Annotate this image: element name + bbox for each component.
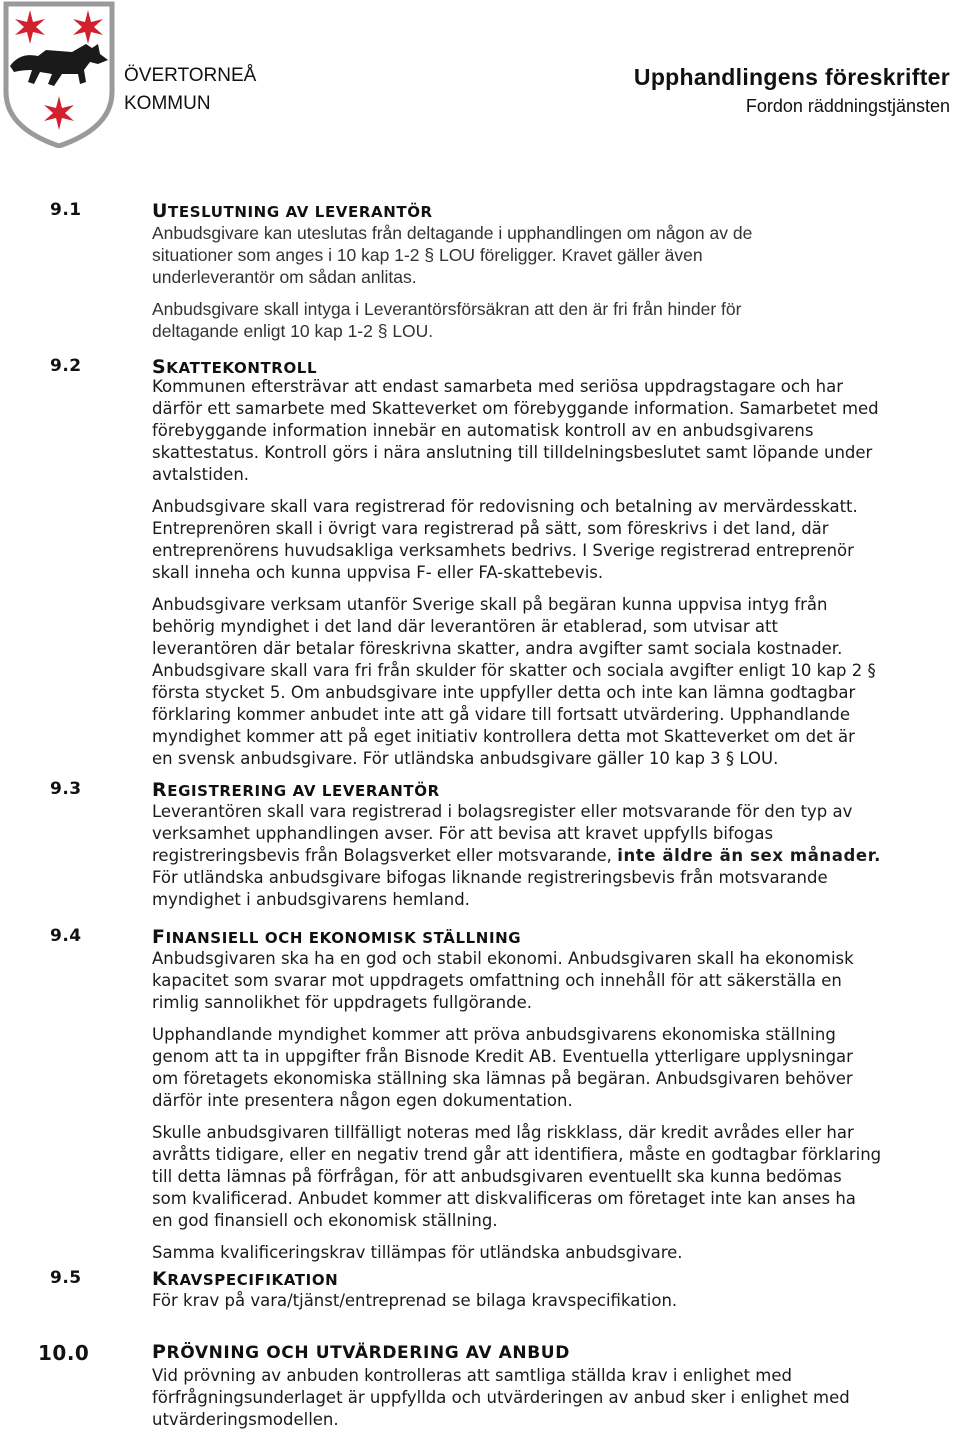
heading-rest: RAVSPECIFIKATION	[167, 1271, 339, 1289]
text-line: entreprenörens huvudsakliga verksamhets bedrivs. I Sverige registrerad entreprenör	[152, 541, 854, 560]
fox-and-stars-crest-icon	[0, 0, 118, 148]
text-line: verksamhet upphandlingen avser. För att bevisa att kravet uppfylls bifogas	[152, 824, 774, 843]
municipality-line-1: ÖVERTORNEÅ	[124, 65, 257, 86]
document-title-block	[634, 60, 950, 118]
text-line: leverantören där betalar föreskrivna skatter, andra avgifter samt sociala kostnader.	[152, 639, 843, 658]
text-line: Anbudsgivare skall intyga i Leverantörsförsäkran att den är fri från hinder för	[152, 299, 742, 319]
text-line: Vid prövning av anbuden kontrolleras att samtliga ställda krav i enlighet med	[152, 1366, 792, 1385]
text-line	[152, 845, 960, 867]
text-line: förklaring kommer anbudet inte att gå vidare till fortsatt utvärdering. Upphandlande	[152, 705, 851, 724]
text-line: Anbudsgivaren ska ha en god och stabil ekonomi. Anbudsgivaren skall ha ekonomisk	[152, 949, 854, 968]
text-line: myndighet i anbudsgivarens hemland.	[152, 890, 470, 909]
section-number: 9.5	[50, 1268, 82, 1288]
paragraph	[152, 1122, 960, 1232]
text-line: som kvalificerad. Anbudet kommer att diskvalificeras om företaget inte kan anses ha	[152, 1189, 856, 1208]
paragraph	[152, 376, 960, 486]
text-line: Entreprenören skall i övrigt vara registrerad på sätt, som föreskrivs i det land, där	[152, 519, 829, 538]
section-number: 9.4	[50, 926, 82, 946]
paragraph	[152, 594, 960, 770]
text-line: första stycket 5. Om anbudsgivare inte uppfyller detta och inte kan lämna godtagbar	[152, 683, 856, 702]
text-line: Upphandlande myndighet kommer att pröva anbudsgivarens ekonomiska ställning	[152, 1025, 836, 1044]
text-line: Kommunen eftersträvar att endast samarbeta med seriösa uppdragstagare och har	[152, 377, 844, 396]
section-heading	[152, 1268, 338, 1290]
text-line: Anbudsgivare verksam utanför Sverige skall på begäran kunna uppvisa intyg från	[152, 595, 828, 614]
text-segment: registreringsbevis från Bolagsverket eller motsvarande,	[152, 846, 618, 865]
document-subtitle: Fordon räddningstjänsten	[745, 96, 950, 116]
text-line: utvärderingsmodellen.	[152, 1410, 339, 1429]
text-line: myndighet kommer att på eget initiativ kontrollera detta mot Skatteverket om det är	[152, 727, 855, 746]
paragraph	[152, 496, 960, 584]
heading-initial: K	[152, 1268, 168, 1290]
text-line: därför ett samarbete med Skatteverket om förebyggande information. Samarbetet med	[152, 399, 879, 418]
text-line: För utländska anbudsgivare bifogas liknande registreringsbevis från motsvarande	[152, 868, 828, 887]
text-line: förfrågningsunderlaget är uppfyllda och utvärderingen av anbud sker i enlighet med	[152, 1388, 850, 1407]
section-body	[152, 376, 960, 780]
heading-initial: R	[152, 779, 168, 801]
text-line: därför inte presentera någon egen dokumentation.	[152, 1091, 573, 1110]
text-line: skall inneha och kunna uppvisa F- eller FA-skattebevis.	[152, 563, 604, 582]
heading-initial: S	[152, 356, 167, 378]
text-line: skattestatus. Kontroll görs i nära anslutning till tilldelningsbeslutet samt löpande under	[152, 443, 873, 462]
text-line: behörig myndighet i det land där leverantören är etablerad, som utvisar att	[152, 617, 778, 636]
paragraph	[152, 298, 960, 342]
section-body	[152, 948, 960, 1274]
text-line: om företagets ekonomiska ställning ska lämnas på begäran. Anbudsgivaren behöver	[152, 1069, 853, 1088]
text-line: Leverantören skall vara registrerad i bolagsregister eller motsvarande för den typ av	[152, 802, 853, 821]
municipality-name	[124, 62, 256, 118]
paragraph	[152, 1290, 960, 1312]
text-line: deltagande enligt 10 kap 1-2 § LOU.	[152, 321, 434, 341]
paragraph	[152, 222, 960, 288]
heading-rest: TESLUTNING AV LEVERANTÖR	[168, 203, 433, 221]
section-number: 9.1	[50, 200, 82, 220]
text-line: För krav på vara/tjänst/entreprenad se bilaga kravspecifikation.	[152, 1291, 678, 1310]
section-heading	[152, 200, 433, 222]
paragraph	[152, 1242, 960, 1264]
section-heading	[152, 356, 317, 378]
heading-rest: KATTEKONTROLL	[166, 359, 318, 377]
paragraph	[152, 801, 960, 911]
text-line: Skulle anbudsgivaren tillfälligt noteras med låg riskklass, där kredit avrådes eller har	[152, 1123, 854, 1142]
heading-initial: U	[152, 200, 169, 222]
section-body	[152, 801, 960, 921]
text-line: en svensk anbudsgivare. För utländska anbudsgivare gäller 10 kap 3 § LOU.	[152, 749, 779, 768]
section-heading	[152, 779, 440, 801]
text-line: genom att ta in uppgifter från Bisnode Kredit AB. Eventuella ytterligare upplysningar	[152, 1047, 853, 1066]
section-body	[152, 1290, 960, 1322]
paragraph	[152, 1024, 960, 1112]
text-line: Samma kvalificeringskrav tillämpas för utländska anbudsgivare.	[152, 1243, 683, 1262]
text-line: underleverantör om sådan anlitas.	[152, 267, 417, 287]
text-line: avtalstiden.	[152, 465, 250, 484]
paragraph	[152, 948, 960, 1014]
heading-initial: F	[152, 926, 166, 948]
section-number: 10.0	[38, 1341, 90, 1365]
document-title: Upphandlingens föreskrifter	[633, 64, 950, 90]
text-line: kapacitet som svarar mot uppdragets omfattning och innehåll för att säkerställa en	[152, 971, 842, 990]
heading-rest: EGISTRERING AV LEVERANTÖR	[167, 782, 440, 800]
page-header	[0, 0, 960, 150]
section-body	[152, 1365, 960, 1441]
heading-initial: P	[152, 1341, 167, 1363]
text-line: situationer som anges i 10 kap 1-2 § LOU föreligger. Kravet gäller även	[152, 245, 703, 265]
municipality-line-2: KOMMUN	[124, 93, 211, 114]
section-heading	[152, 926, 521, 948]
text-line: avråtts tidigare, eller en negativ trend går att identifiera, måste en godtagbar förklaring	[152, 1145, 882, 1164]
text-line: till detta lämnas på förfrågan, för att anbudsgivaren eventuellt ska kunna bedömas	[152, 1167, 842, 1186]
section-number: 9.2	[50, 356, 82, 376]
section-heading	[152, 1341, 570, 1363]
section-body	[152, 222, 960, 352]
paragraph	[152, 1365, 960, 1431]
text-line: Anbudsgivare kan uteslutas från deltagande i upphandlingen om någon av de	[152, 223, 753, 243]
text-line: en god finansiell och ekonomisk ställning.	[152, 1211, 498, 1230]
heading-rest: INANSIELL OCH EKONOMISK STÄLLNING	[165, 929, 522, 947]
text-line: Anbudsgivare skall vara registrerad för redovisning och betalning av mervärdesskatt.	[152, 497, 858, 516]
section-number: 9.3	[50, 779, 82, 799]
text-line: Anbudsgivare skall vara fri från skulder för skatter och sociala avgifter enligt 10 kap 2 §	[152, 661, 876, 680]
heading-rest: RÖVNING OCH UTVÄRDERING AV ANBUD	[166, 1343, 570, 1363]
emphasis-text: inte äldre än sex månader.	[617, 846, 881, 865]
text-line: rimlig sannolikhet för uppdragets fullgörande.	[152, 993, 532, 1012]
text-line: förebyggande information innebär en automatisk kontroll av en anbudsgivarens	[152, 421, 814, 440]
